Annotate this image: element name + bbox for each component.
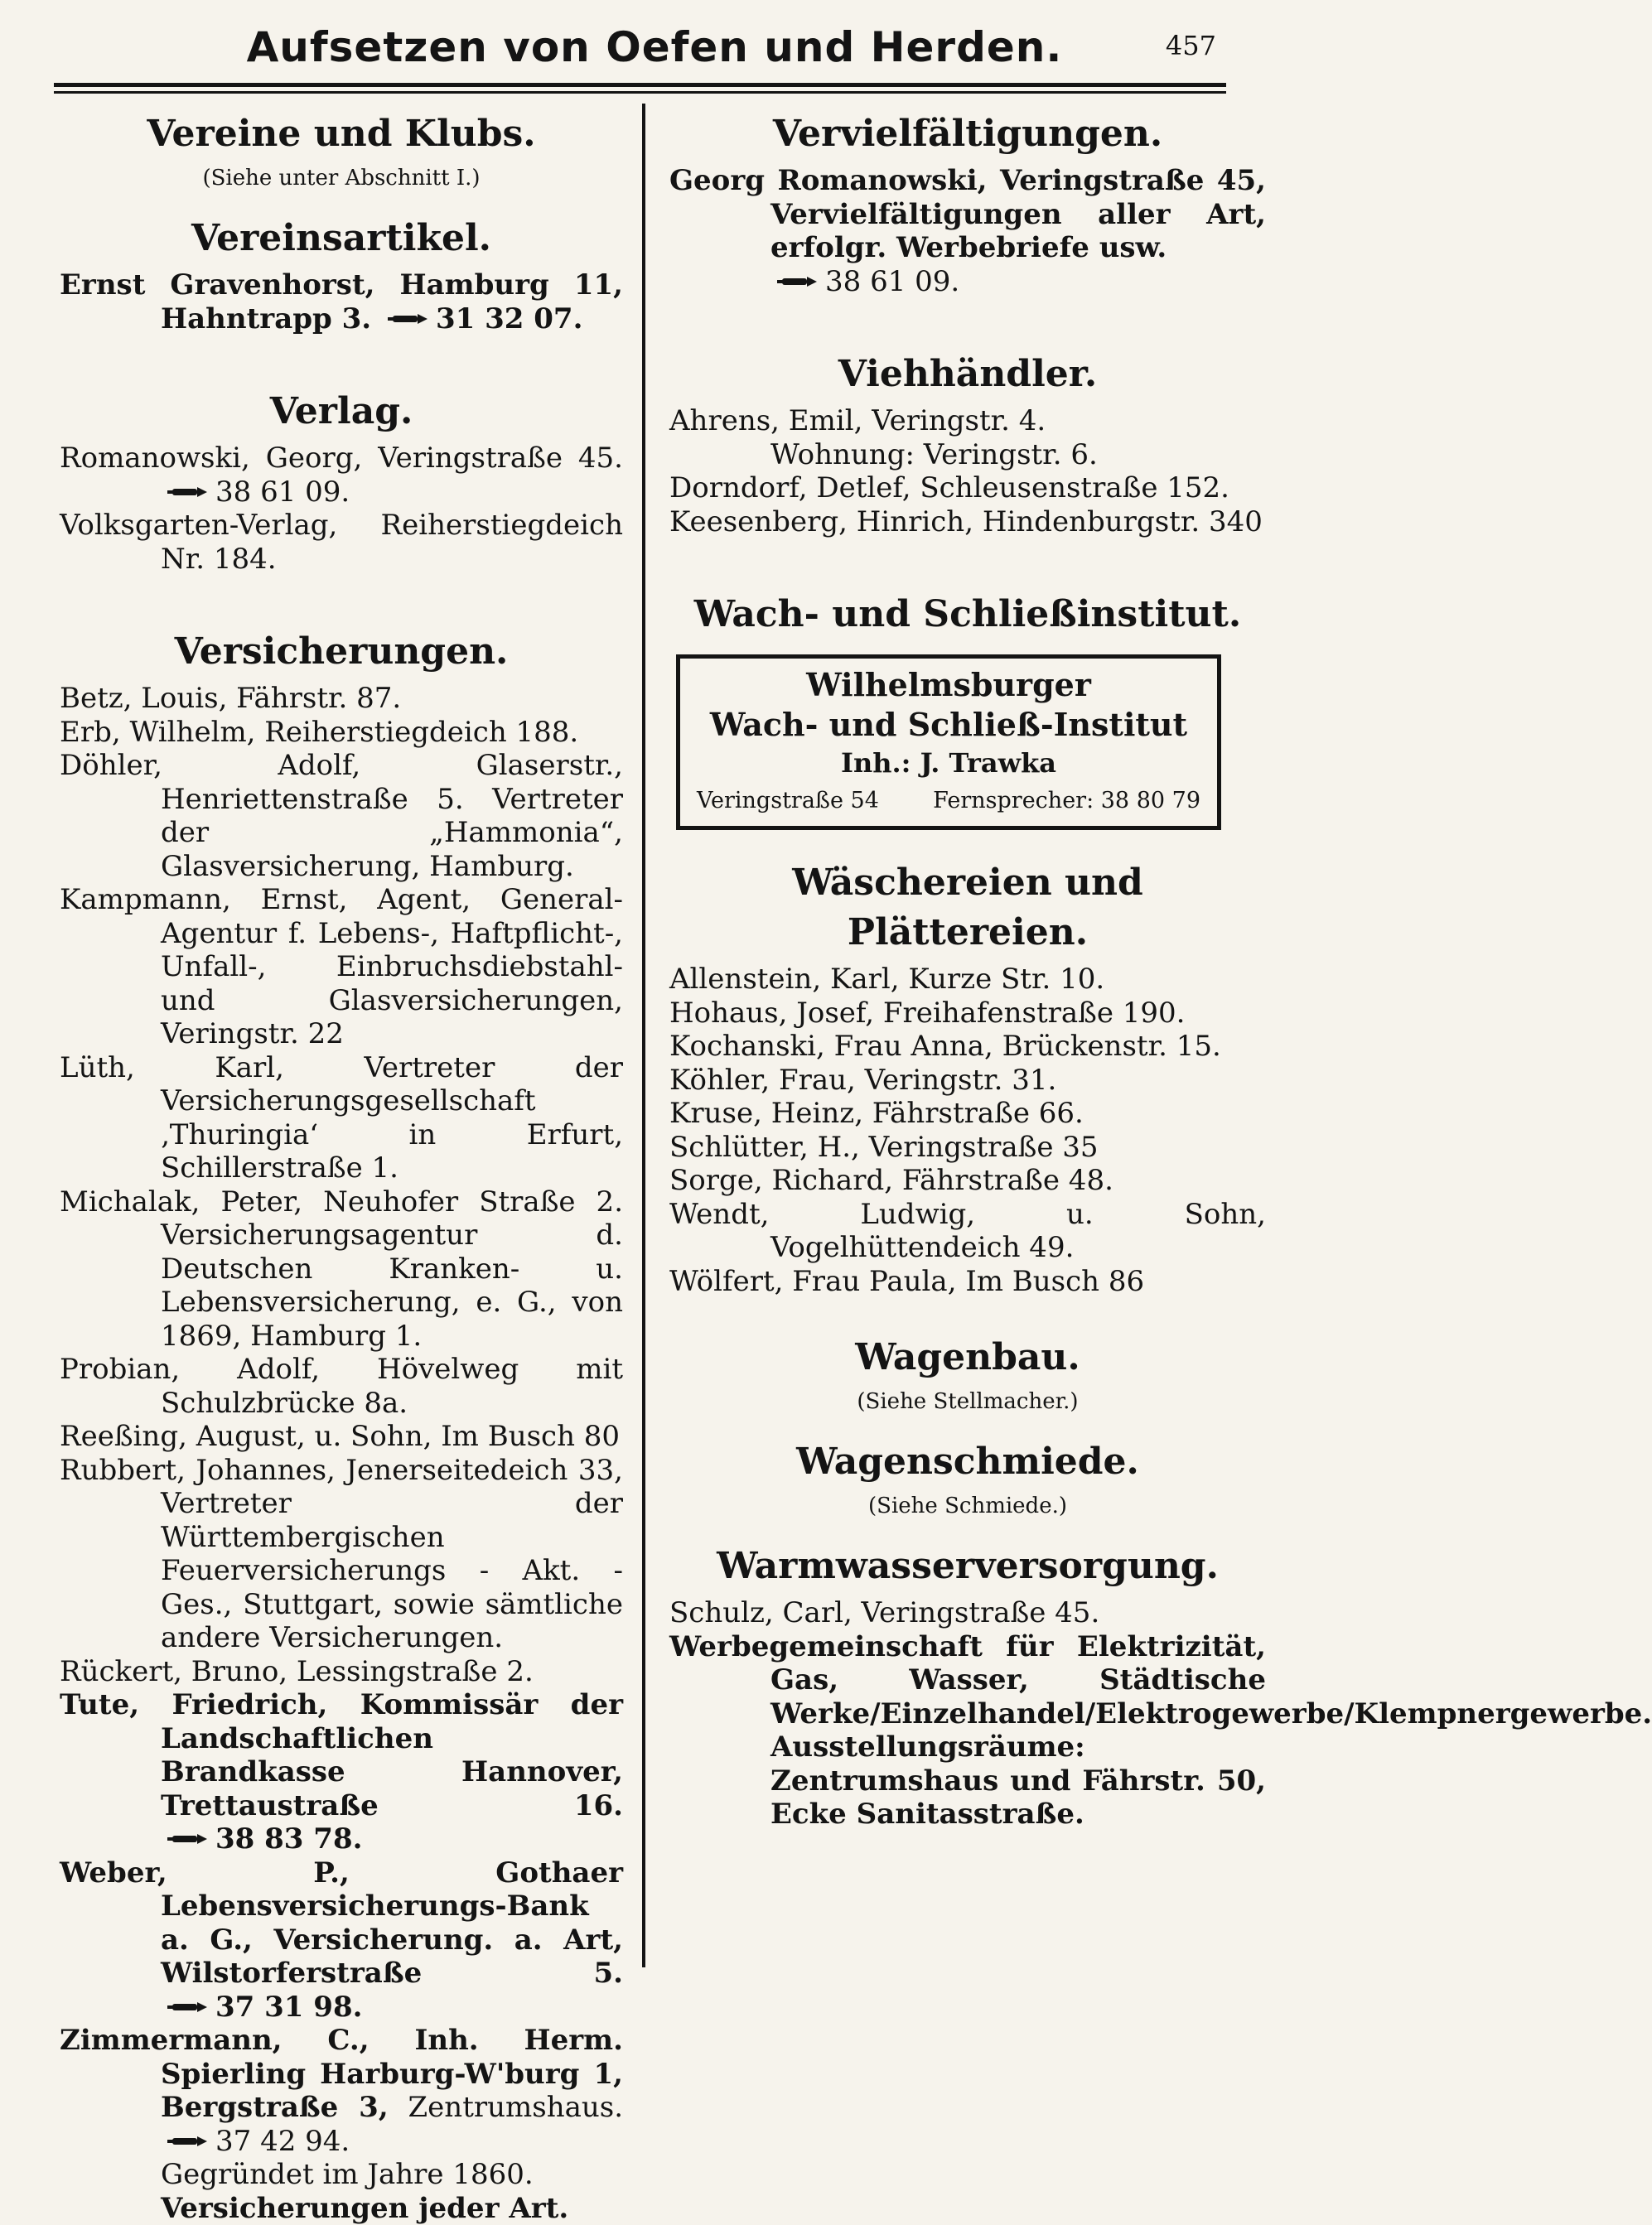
ad-phone: Fernsprecher: 38 80 79 — [933, 788, 1200, 813]
section-title-wach: Wach- und Schließinstitut. — [693, 593, 1242, 635]
listing-probian: Probian, Adolf, Hövelweg mit Schulzbrücke 8a. — [60, 1353, 623, 1420]
listing-dorndorf: Dorndorf, Detlef, Schleusenstraße 152. — [669, 471, 1229, 504]
listing-georg-romanowski: Georg Romanowski, Veringstraße 45, Vervielfältigungen aller Art, erfolgr. Werbebriefe usw. — [669, 164, 1266, 264]
listing-kochanski: Kochanski, Frau Anna, Brückenstr. 15. — [669, 1030, 1221, 1063]
listing-volksgarten: Volksgarten-Verlag, Reiherstiegdeich Nr. 184. — [60, 509, 623, 576]
listing-text: Ahrens, Emil, Veringstr. 4. — [669, 404, 1046, 437]
advertisement-box — [676, 654, 1221, 830]
left-column — [60, 98, 623, 2225]
section-title-waeschereien: Wäschereien und Plättereien. — [792, 862, 1143, 953]
telephone-icon — [777, 275, 817, 288]
page-header — [54, 18, 1226, 93]
listing-woelfert: Wölfert, Frau Paula, Im Busch 86 — [669, 1264, 1145, 1298]
listing-residence: Wohnung: Veringstr. 6. — [770, 437, 1098, 471]
section-title-verlag: Verlag. — [269, 390, 413, 432]
listing-text: Zentrumshaus. — [408, 2091, 624, 2124]
ad-name-line1: Wilhelmsburger — [806, 666, 1091, 703]
listing-weber — [60, 1856, 623, 2025]
telephone-icon — [167, 485, 207, 499]
listing-zimmermann — [60, 2024, 623, 2225]
listing-romanowski — [60, 442, 623, 509]
listing-kruse: Kruse, Heinz, Fährstraße 66. — [669, 1097, 1084, 1130]
phone-number: 38 61 09. — [215, 475, 350, 509]
phone-number: 38 61 09. — [825, 264, 960, 298]
page-title: Aufsetzen von Oefen und Herden. — [246, 23, 1063, 71]
header-rule-thin — [54, 91, 1226, 94]
section-title-vereine: Vereine und Klubs. — [147, 113, 536, 155]
phone-number: 37 42 94. — [215, 2124, 350, 2158]
ad-name-line2: Wach- und Schließ-Institut — [709, 706, 1188, 743]
telephone-icon — [388, 312, 427, 326]
listing-founded: Gegründet im Jahre 1860. — [161, 2158, 534, 2191]
listing-lueth: Lüth, Karl, Vertreter der Versicherungsgesellschaft ‚Thuringia‘ in Erfurt, Schillerstraße 1. — [60, 1050, 623, 1185]
section-title-viehhaendler: Viehhändler. — [838, 353, 1098, 395]
listing-erb: Erb, Wilhelm, Reiherstiegdeich 188. — [60, 715, 579, 749]
listing-sorge: Sorge, Richard, Fährstraße 48. — [669, 1164, 1113, 1197]
ad-owner: Inh.: J. Trawka — [840, 747, 1057, 779]
listing-text: Ernst Gravenhorst, Hamburg 11, Hahntrapp 3. — [60, 268, 623, 335]
section-title-versicherungen: Versicherungen. — [174, 630, 509, 673]
section-title-warmwasser: Warmwasserversorgung. — [717, 1545, 1219, 1587]
listing-text: Tute, Friedrich, Kommissär der Landschaftlichen Brandkasse Hannover, Trettaustraße 16. — [60, 1688, 623, 1822]
right-column — [669, 98, 1652, 1832]
listing-text: Romanowski, Georg, Veringstraße 45. — [60, 442, 623, 475]
phone-number: 37 31 98. — [215, 1990, 363, 2024]
listing-betz: Betz, Louis, Fährstr. 87. — [60, 682, 402, 715]
listing-kampmann: Kampmann, Ernst, Agent, General-Agentur f. Lebens-, Haftpflicht-, Unfall-, Einbruchsdiebstahl- und Glasversicherungen, Veringstr. 22 — [60, 883, 623, 1050]
listing-keesenberg: Keesenberg, Hinrich, Hindenburgstr. 340 — [669, 504, 1263, 538]
section-note-wagenbau: (Siehe Stellmacher.) — [857, 1389, 1079, 1414]
column-divider — [642, 104, 645, 1967]
listing-hohaus: Hohaus, Josef, Freihafenstraße 190. — [669, 996, 1186, 1030]
telephone-icon — [167, 1832, 207, 1846]
listing-schluetter: Schlütter, H., Veringstraße 35 — [669, 1130, 1099, 1164]
listing-rueckert: Rückert, Bruno, Lessingstraße 2. — [60, 1654, 534, 1688]
listing-gravenhorst — [60, 268, 623, 335]
listing-doehler: Döhler, Adolf, Glaserstr., Henriettenstraße 5. Vertreter der „Hammonia“, Glasversicherung, Hamburg. — [60, 749, 623, 883]
listing-schulz: Schulz, Carl, Veringstraße 45. — [669, 1596, 1100, 1629]
listing-tagline: Versicherungen jeder Art. — [161, 2191, 569, 2225]
section-note-vereine: (Siehe unter Abschnitt I.) — [202, 166, 481, 191]
phone-number: 38 83 78. — [215, 1822, 363, 1856]
section-title-wagenschmiede: Wagenschmiede. — [796, 1441, 1139, 1483]
listing-tute — [60, 1688, 623, 1856]
listing-koehler: Köhler, Frau, Veringstr. 31. — [669, 1063, 1057, 1097]
listing-reessing: Reeßing, August, u. Sohn, Im Busch 80 — [60, 1420, 621, 1453]
listing-wendt: Wendt, Ludwig, u. Sohn, Vogelhüttendeich 49. — [669, 1197, 1266, 1264]
section-title-wagenbau: Wagenbau. — [855, 1336, 1080, 1378]
listing-ahrens — [669, 404, 1266, 471]
section-note-wagenschmiede: (Siehe Schmiede.) — [868, 1494, 1067, 1518]
listing-rubbert: Rubbert, Johannes, Jenerseitedeich 33, Vertreter der Württembergischen Feuerversicherungs - Akt. - Ges., Stuttgart, sowie sämtliche andere Versicherungen. — [60, 1453, 623, 1654]
telephone-icon — [167, 2001, 207, 2014]
phone-number: 31 32 07. — [435, 302, 583, 335]
page-number: 457 — [1165, 30, 1216, 61]
listing-michalak: Michalak, Peter, Neuhofer Straße 2. Versicherungsagentur d. Deutschen Kranken- u. Lebensversicherung, e. G., von 1869, Hamburg 1. — [60, 1185, 623, 1353]
header-rule-thick — [54, 83, 1226, 87]
listing-allenstein: Allenstein, Karl, Kurze Str. 10. — [669, 963, 1105, 996]
telephone-icon — [167, 2135, 207, 2148]
ad-address: Veringstraße 54 — [697, 788, 879, 813]
listing-georg-romanowski-phone — [669, 265, 1266, 299]
listing-werbegemeinschaft: Werbegemeinschaft für Elektrizität, Gas, Wasser, Städtische Werke/Einzelhandel/Elektrogewerbe/Klempnergewerbe. Ausstellungsräume: Zentrumshaus und Fährstr. 50, Ecke Sanitasstraße. — [669, 1629, 1652, 1831]
listing-text-bold: Zimmermann, C., Inh. Herm. Spierling Harburg-W'burg 1, Bergstraße 3, — [60, 2024, 623, 2124]
section-title-vervielfaeltigungen: Vervielfältigungen. — [772, 113, 1163, 155]
listing-text: Weber, P., Gothaer Lebensversicherungs-Bank a. G., Versicherung. a. Art, Wilstorferstraße 5. — [60, 1856, 623, 1990]
section-title-vereinsartikel: Vereinsartikel. — [191, 217, 491, 259]
